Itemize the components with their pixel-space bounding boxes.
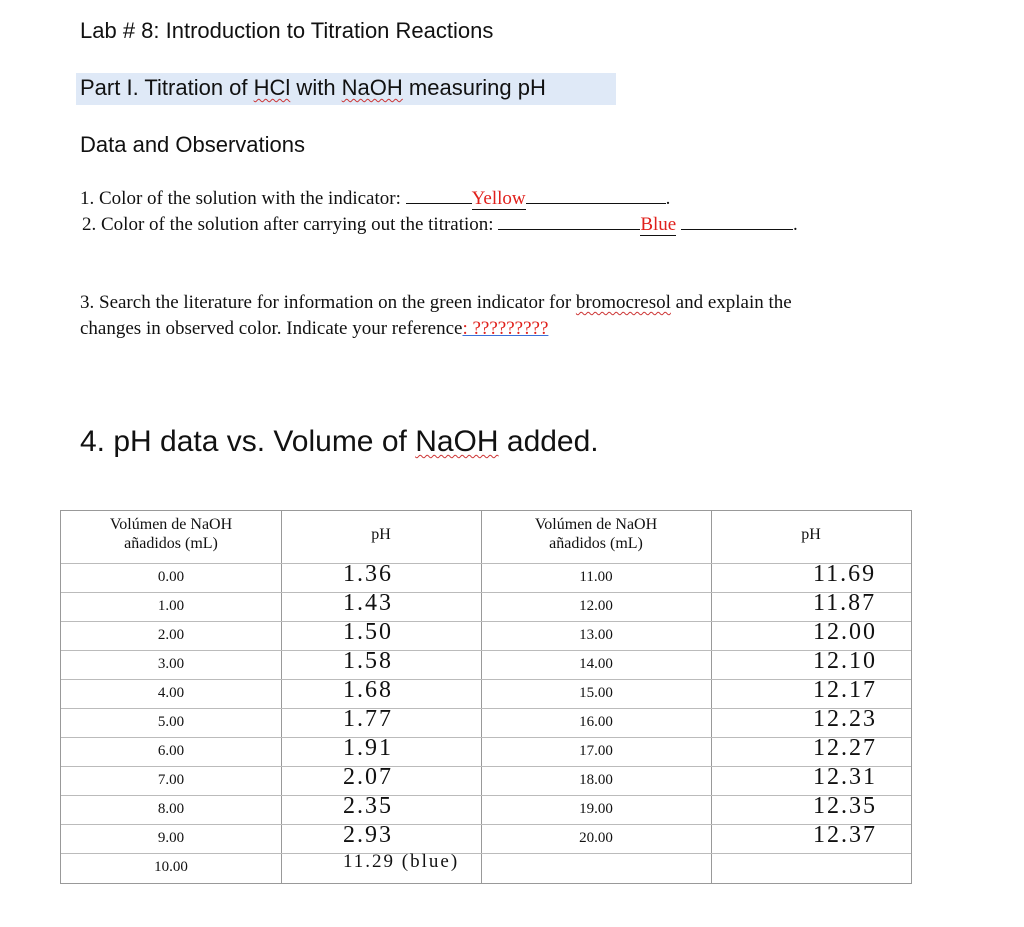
volume-cell: 5.00 — [157, 714, 185, 730]
volume-cell: 18.00 — [579, 772, 613, 788]
table-row-divider — [61, 766, 911, 767]
table-row-divider — [61, 650, 911, 651]
table-row-divider — [61, 679, 911, 680]
volume-cell: 2.00 — [157, 627, 185, 643]
volume-cell: 17.00 — [579, 743, 613, 759]
table-header: Volúmen de NaOH añadidos (mL) — [534, 516, 658, 552]
ph-value-cell: 12.00 — [813, 619, 877, 645]
volume-cell: 19.00 — [579, 801, 613, 817]
table-header: Volúmen de NaOH añadidos (mL) — [109, 516, 233, 552]
document-title: Lab # 8: Introduction to Titration Reactions — [80, 18, 494, 43]
question-3-line-1: 3. Search the literature for information on the green indicator for bromocresol and explain the — [80, 292, 792, 313]
volume-cell: 9.00 — [157, 830, 185, 846]
ph-value-cell: 12.23 — [813, 706, 877, 732]
question-2-text: 2. Color of the solution after carrying out the titration: — [82, 214, 494, 235]
table-column-divider — [711, 511, 712, 883]
ph-value-cell: 11.87 — [813, 590, 877, 616]
volume-cell: 20.00 — [579, 830, 613, 846]
question-2: 2. Color of the solution after carrying out the titration: Blue . — [82, 214, 798, 235]
ph-value-cell: 11.29 (blue) — [343, 851, 460, 872]
section-heading: Data and Observations — [80, 132, 306, 157]
ph-value-cell: 12.27 — [813, 735, 877, 761]
volume-cell: 11.00 — [579, 569, 613, 585]
ph-value-cell: 1.77 — [343, 706, 393, 732]
ph-value-cell: 1.50 — [343, 619, 393, 645]
question-1-text: 1. Color of the solution with the indicator: — [80, 188, 401, 209]
ph-value-cell: 12.37 — [813, 822, 877, 848]
ph-value-cell: 12.35 — [813, 793, 877, 819]
ph-value-cell: 11.69 — [813, 561, 877, 587]
ph-value-cell: 1.91 — [343, 735, 393, 761]
table-row-divider — [61, 795, 911, 796]
table-row-divider — [61, 824, 911, 825]
table-header: pH — [801, 526, 821, 543]
question-2-answer[interactable]: Blue — [640, 214, 677, 235]
section-4-heading: 4. pH data vs. Volume of NaOH added. — [80, 425, 599, 458]
volume-cell: 13.00 — [579, 627, 613, 643]
ph-value-cell: 1.58 — [343, 648, 393, 674]
ph-value-cell: 1.36 — [343, 561, 393, 587]
reference-link[interactable]: : ????????? — [462, 318, 549, 339]
volume-cell: 4.00 — [157, 685, 185, 701]
volume-cell: 1.00 — [157, 598, 185, 614]
ph-value-cell: 2.35 — [343, 793, 393, 819]
table-column-divider — [281, 511, 282, 883]
volume-cell: 12.00 — [579, 598, 613, 614]
volume-cell: 16.00 — [579, 714, 613, 730]
ph-data-table — [60, 510, 912, 884]
volume-cell: 3.00 — [157, 656, 185, 672]
part-heading: Part I. Titration of HCl with NaOH measuring pH — [80, 75, 546, 100]
table-row-divider — [61, 853, 911, 854]
table-row-divider — [61, 708, 911, 709]
table-row-divider — [61, 563, 911, 564]
table-row-divider — [61, 737, 911, 738]
ph-value-cell: 1.43 — [343, 590, 393, 616]
volume-cell: 14.00 — [579, 656, 613, 672]
table-row-divider — [61, 621, 911, 622]
question-3-line-2: changes in observed color. Indicate your reference: ????????? — [80, 318, 549, 339]
table-header: pH — [371, 526, 391, 543]
volume-cell: 10.00 — [154, 859, 188, 875]
question-1-answer[interactable]: Yellow — [471, 188, 526, 209]
volume-cell: 8.00 — [157, 801, 185, 817]
volume-cell: 7.00 — [157, 772, 185, 788]
ph-value-cell: 12.31 — [813, 764, 877, 790]
volume-cell: 15.00 — [579, 685, 613, 701]
ph-value-cell: 12.10 — [813, 648, 877, 674]
ph-value-cell: 2.07 — [343, 764, 393, 790]
ph-value-cell: 2.93 — [343, 822, 393, 848]
table-row-divider — [61, 592, 911, 593]
volume-cell: 0.00 — [157, 569, 185, 585]
volume-cell: 6.00 — [157, 743, 185, 759]
ph-value-cell: 12.17 — [813, 677, 877, 703]
ph-value-cell: 1.68 — [343, 677, 393, 703]
question-1: 1. Color of the solution with the indicator: Yellow . — [80, 188, 671, 209]
